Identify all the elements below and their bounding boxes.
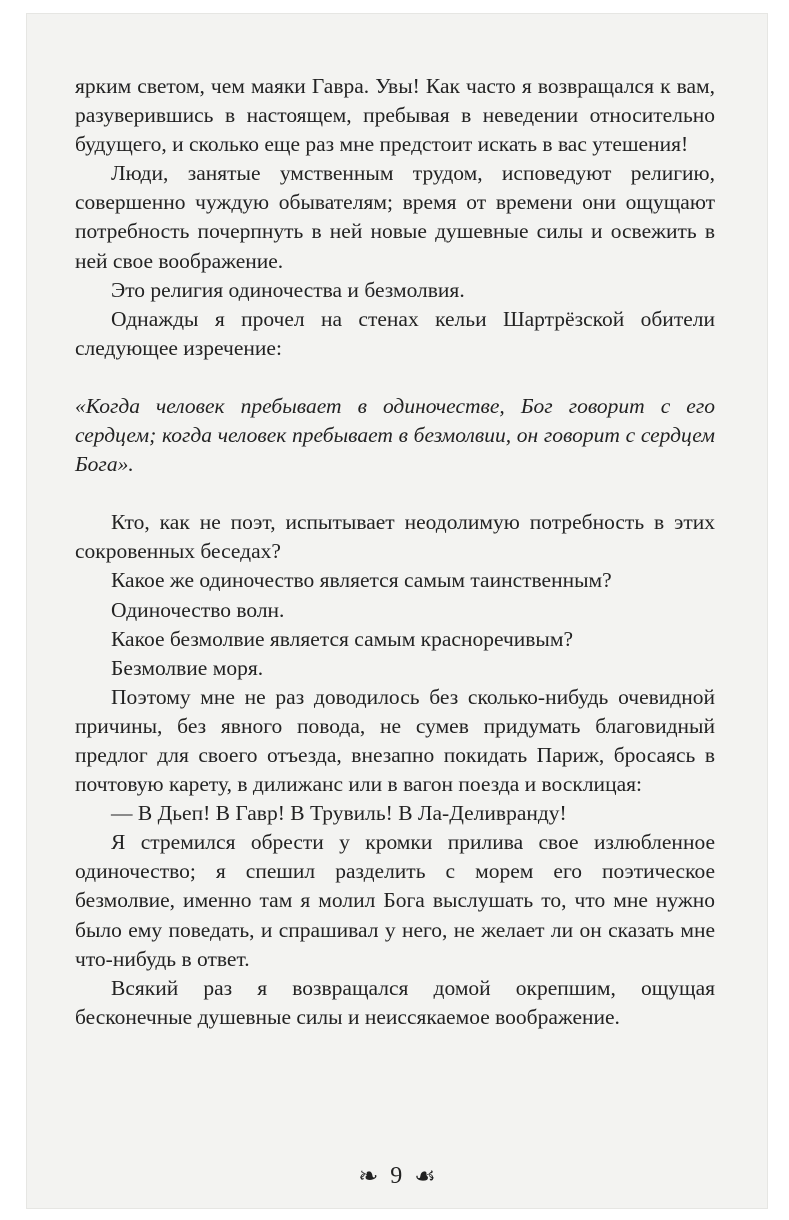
ornament-right-icon: ☙	[414, 1164, 436, 1190]
book-page	[27, 14, 767, 1208]
ornament-left-icon: ❧	[358, 1164, 379, 1190]
paragraph-1: ярким светом, чем маяки Гавра. Увы! Как часто я возвращался к вам, разуверившись в настоящем, пребывая в неведении относительно будущего, и сколько еще раз мне предстоит искать в вас утешения!	[75, 74, 715, 157]
paragraph-10: Безмолвие моря.	[111, 655, 264, 680]
paragraph-8: Одиночество волн.	[111, 597, 285, 622]
paragraph-7: Какое же одиночество является самым таинственным?	[111, 568, 612, 593]
page-number: 9	[390, 1163, 403, 1189]
paragraph-12: — В Дьеп! В Гавр! В Трувиль! В Ла-Деливранду!	[111, 801, 567, 826]
paragraph-9: Какое безмолвие является самым красноречивым?	[111, 626, 574, 651]
page-footer	[27, 1162, 767, 1191]
quote-paragraph: «Когда человек пребывает в одиночестве, Бог говорит с его сердцем; когда человек пребывает в безмолвии, он говорит с сердцем Бога».	[75, 393, 715, 477]
paragraph-4: Однажды я прочел на стенах кельи Шартрёзской обители следующее изречение:	[75, 306, 715, 360]
paragraph-2: Люди, занятые умственным трудом, исповедуют религию, совершенно чуждую обывателям; время от времени они ощущают потребность почерпнуть в ней новые душевные силы и освежить в ней свое воображение.	[75, 161, 715, 273]
paragraph-13: Я стремился обрести у кромки прилива свое излюбленное одиночество; я спешил разделить с морем его поэтическое безмолвие, именно там я молил Бога выслушать то, что мне нужно было ему поведать, и спрашивал у него, не желает ли он сказать мне что-нибудь в ответ.	[75, 830, 715, 971]
paragraph-11: Поэтому мне не раз доводилось без сколько-нибудь очевидной причины, без явного повода, не сумев придумать благовидный предлог для своего отъезда, внезапно покидать Париж, бросаясь в почтовую карету, в дилижанс или в вагон поезда и восклицая:	[75, 684, 715, 797]
paragraph-3: Это религия одиночества и безмолвия.	[111, 277, 465, 302]
paragraph-14: Всякий раз я возвращался домой окрепшим, ощущая бесконечные душевные силы и неиссякаемое воображение.	[75, 975, 715, 1029]
paragraph-6: Кто, как не поэт, испытывает неодолимую потребность в этих сокровенных беседах?	[75, 510, 715, 564]
page-text	[75, 72, 715, 1032]
